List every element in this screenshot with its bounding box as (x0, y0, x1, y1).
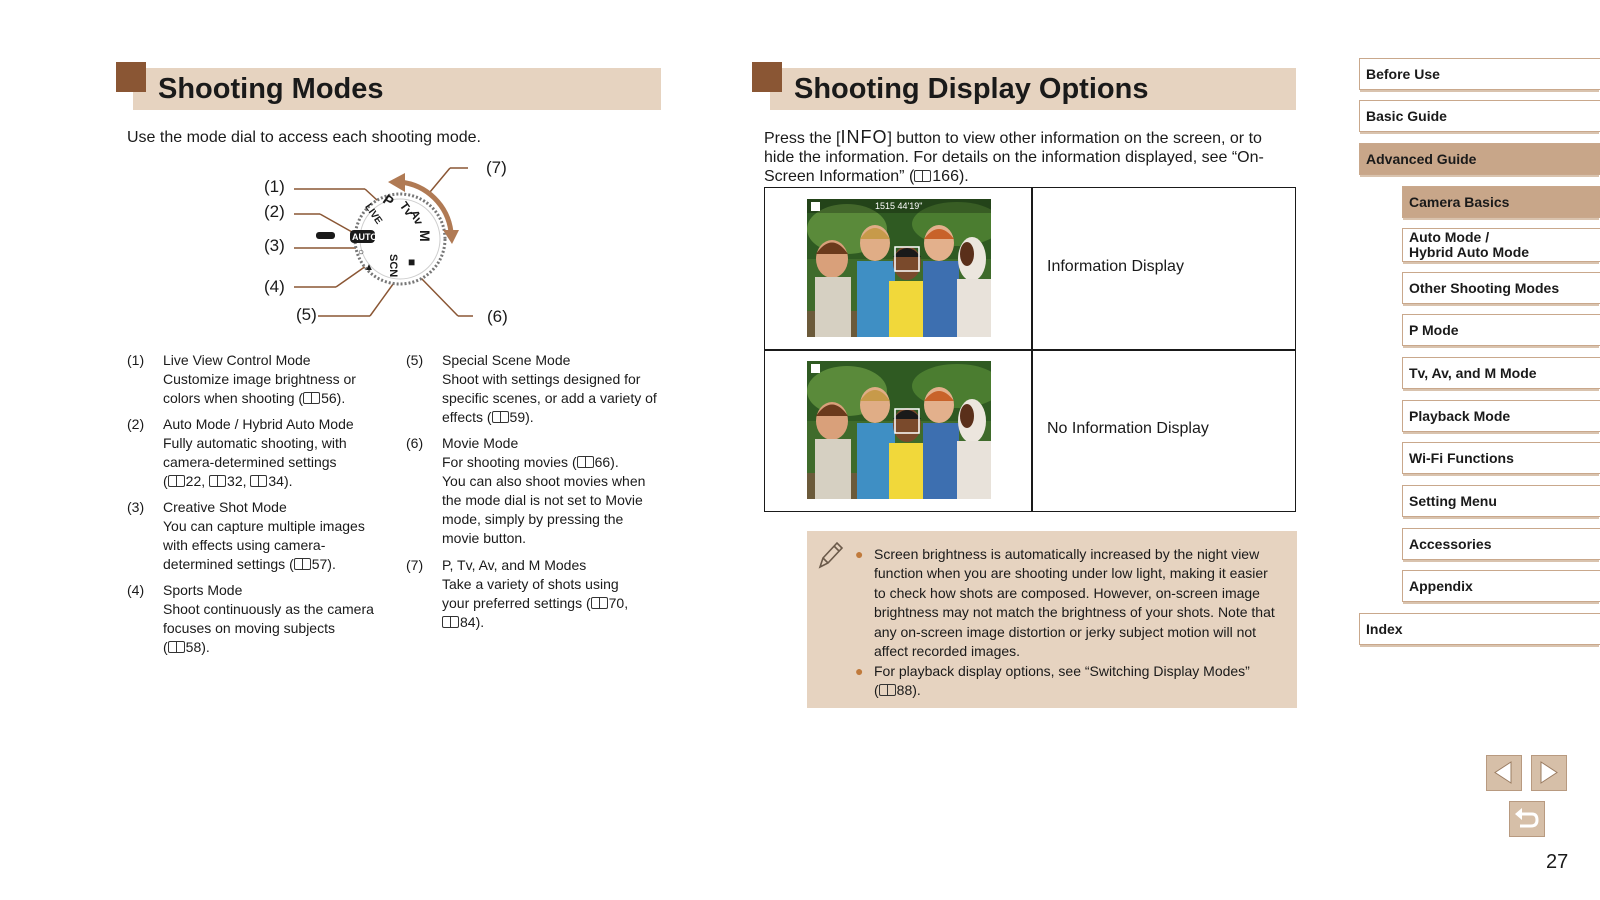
dial-mark-auto: AUTO (352, 232, 378, 242)
info-display-label: Information Display (1047, 258, 1184, 275)
book-icon (879, 684, 896, 696)
triangle-right-icon (1532, 756, 1565, 789)
bullet-icon: ● (855, 663, 864, 679)
nav-tv-av-m-mode[interactable]: Tv, Av, and M Mode (1402, 357, 1600, 389)
dial-mark-live: LIVE (362, 201, 385, 227)
nav-advanced-guide[interactable]: Advanced Guide (1359, 143, 1600, 175)
book-icon (914, 170, 931, 182)
display-intro: Press the [INFO] button to view other information on the screen, or to hide the information. For details on the information displayed, see “On- Screen Information” ( 166). (764, 127, 1264, 185)
nav-camera-basics[interactable]: Camera Basics (1402, 186, 1600, 218)
dial-callout-3: (3) (264, 236, 285, 255)
return-button[interactable] (1509, 801, 1545, 837)
nav-index[interactable]: Index (1359, 613, 1600, 645)
nav-accessories[interactable]: Accessories (1402, 528, 1600, 560)
dial-mark-scn: SCN (387, 254, 399, 278)
dial-index-mark (316, 232, 335, 239)
dial-callout-1: (1) (264, 177, 285, 196)
dial-callout-4: (4) (264, 277, 285, 296)
dial-mark-av: Av (407, 207, 427, 228)
dial-mark-m: M (417, 230, 433, 242)
bullet-icon: ● (855, 546, 864, 562)
book-icon (250, 475, 267, 487)
page-number: 27 (1546, 851, 1569, 873)
dial-callout-2: (2) (264, 202, 285, 221)
info-button-label: INFO (840, 127, 888, 147)
book-icon (294, 558, 311, 570)
page-title: Shooting Modes (158, 73, 384, 105)
nav-appendix[interactable]: Appendix (1402, 570, 1600, 602)
intro-text: Use the mode dial to access each shooting mode. (127, 129, 481, 146)
dial-mark-movie: ■ (408, 255, 416, 269)
return-arrow-icon (1510, 802, 1543, 835)
book-icon (591, 597, 608, 609)
note-box (807, 531, 1297, 708)
book-icon (209, 475, 226, 487)
dial-mark-sports: ▲ (364, 262, 374, 273)
osd-readout: 1515 44'19" (875, 201, 923, 211)
dial-callout-7: (7) (486, 158, 507, 177)
section-marker (752, 62, 782, 92)
next-page-button[interactable] (1531, 755, 1567, 791)
note-1: Screen brightness is automatically increased by the night view function when you are shooting under low light, making it easier to check how shots are composed. However, on-screen image brightness may not match the brightness of your shots. Note that any on-screen image distortion or jerky subject motion will not affect recorded images. (874, 546, 1275, 660)
display-options-table (764, 187, 1296, 512)
dial-mark-tv: Tv (396, 199, 417, 219)
book-icon (303, 392, 320, 404)
no-info-display-photo (807, 361, 991, 499)
triangle-left-icon (1487, 756, 1520, 789)
info-display-photo (807, 199, 991, 337)
dial-callout-5: (5) (296, 305, 317, 324)
pencil-icon (816, 539, 844, 571)
note-2: For playback display options, see “Switching Display Modes” ( 88). (874, 663, 1250, 699)
dial-callout-6: (6) (487, 307, 508, 326)
section-marker (116, 62, 146, 92)
nav-p-mode[interactable]: P Mode (1402, 314, 1600, 346)
dial-mark-p: P (380, 191, 397, 210)
no-info-display-label: No Information Display (1047, 420, 1209, 437)
nav-setting-menu[interactable]: Setting Menu (1402, 485, 1600, 517)
nav-other-shooting-modes[interactable]: Other Shooting Modes (1402, 272, 1600, 304)
nav-before-use[interactable]: Before Use (1359, 58, 1600, 90)
book-icon (492, 411, 509, 423)
book-icon (168, 475, 185, 487)
nav-playback-mode[interactable]: Playback Mode (1402, 400, 1600, 432)
book-icon (577, 456, 594, 468)
book-icon (442, 616, 459, 628)
dial-mark-creative: ○ (358, 247, 365, 258)
section-title: Shooting Display Options (794, 73, 1149, 105)
nav-wifi-functions[interactable]: Wi-Fi Functions (1402, 442, 1600, 474)
nav-basic-guide[interactable]: Basic Guide (1359, 100, 1600, 132)
nav-auto-mode[interactable]: Auto Mode / Hybrid Auto Mode (1402, 228, 1600, 262)
book-icon (168, 641, 185, 653)
prev-page-button[interactable] (1486, 755, 1522, 791)
dial-arrow-head-top (388, 173, 405, 192)
